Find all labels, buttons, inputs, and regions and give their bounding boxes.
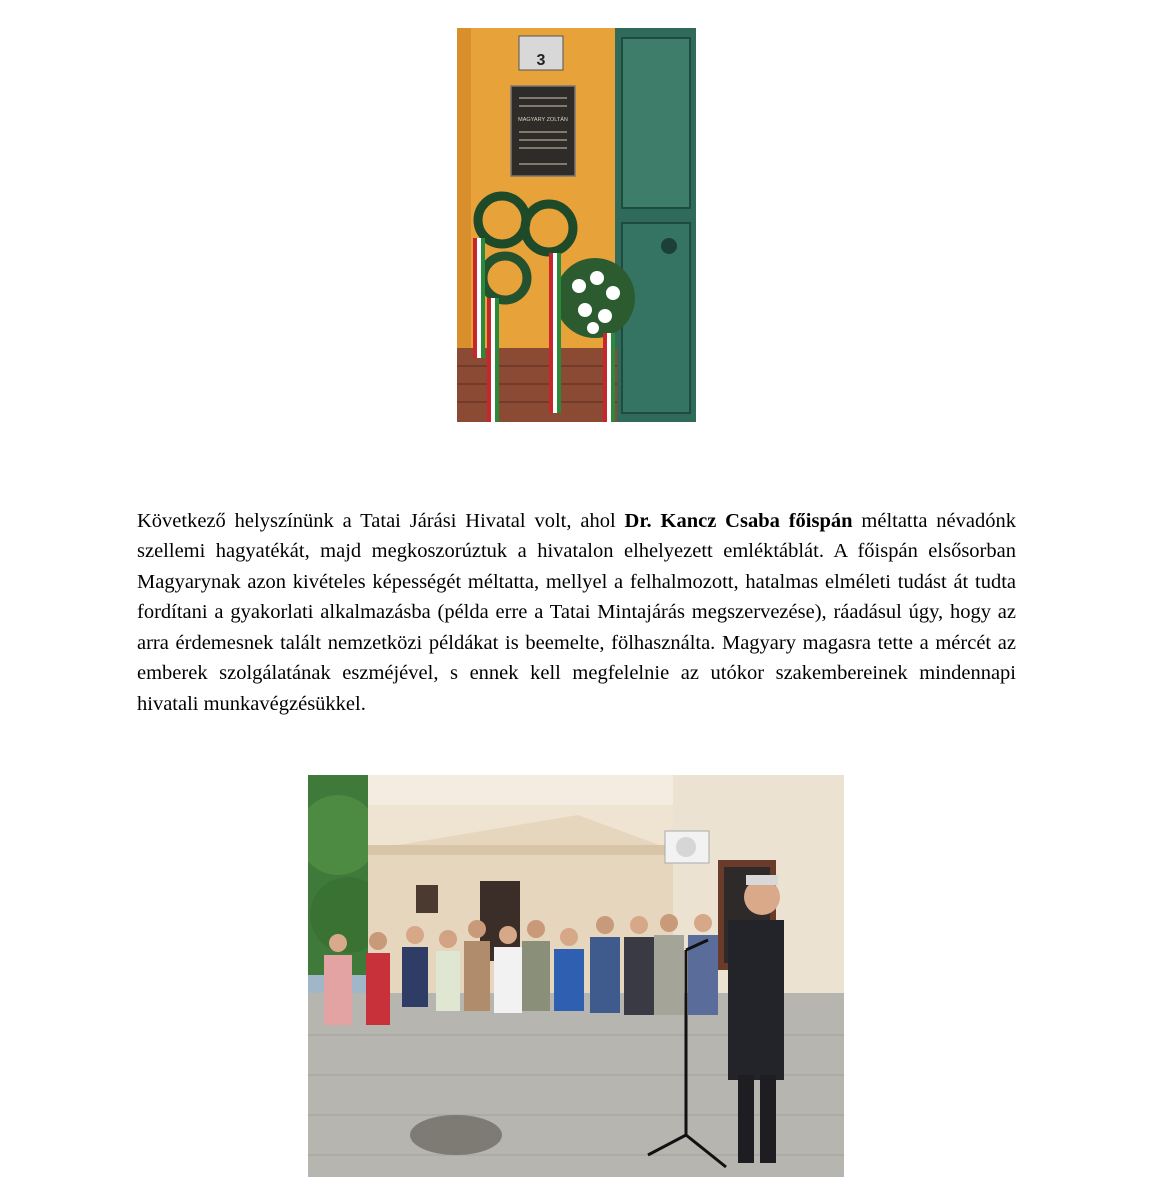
plaque-number: 3 bbox=[536, 52, 546, 69]
paragraph-text-before: Következő helyszínünk a Tatai Járási Hivatal volt, ahol bbox=[137, 509, 625, 532]
plaque-text: MAGYARY ZOLTÁN bbox=[518, 117, 568, 123]
article-paragraph bbox=[137, 506, 1016, 720]
paragraph-text-after: méltatta névadónk szellemi hagyatékát, majd megkoszorúztuk a hivatalon elhelyezett emléktáblát. A főispán elsősorban Magyarynak azon kivételes képességét méltatta, mellyel a felhalmozott, hatalmas elméleti tudást át tudta fordítani a gyakorlati alkalmazásba (példa erre a Tatai Mintajárás megszervezése), ráadásul úgy, hogy az arra érdemesnek talált nemzetközi példákat is beemelte, fölhasználta. Magyary magasra tette a mércét az emberek szolgálatának eszméjével, s ennek kell megfelelnie az utókor szakembereinek mindennapi hivatali munkavégzésükkel. bbox=[137, 509, 1016, 715]
ceremony-photo bbox=[308, 775, 844, 1177]
memorial-plaque-photo bbox=[457, 28, 696, 422]
paragraph-bold-name: Dr. Kancz Csaba főispán bbox=[624, 509, 853, 532]
